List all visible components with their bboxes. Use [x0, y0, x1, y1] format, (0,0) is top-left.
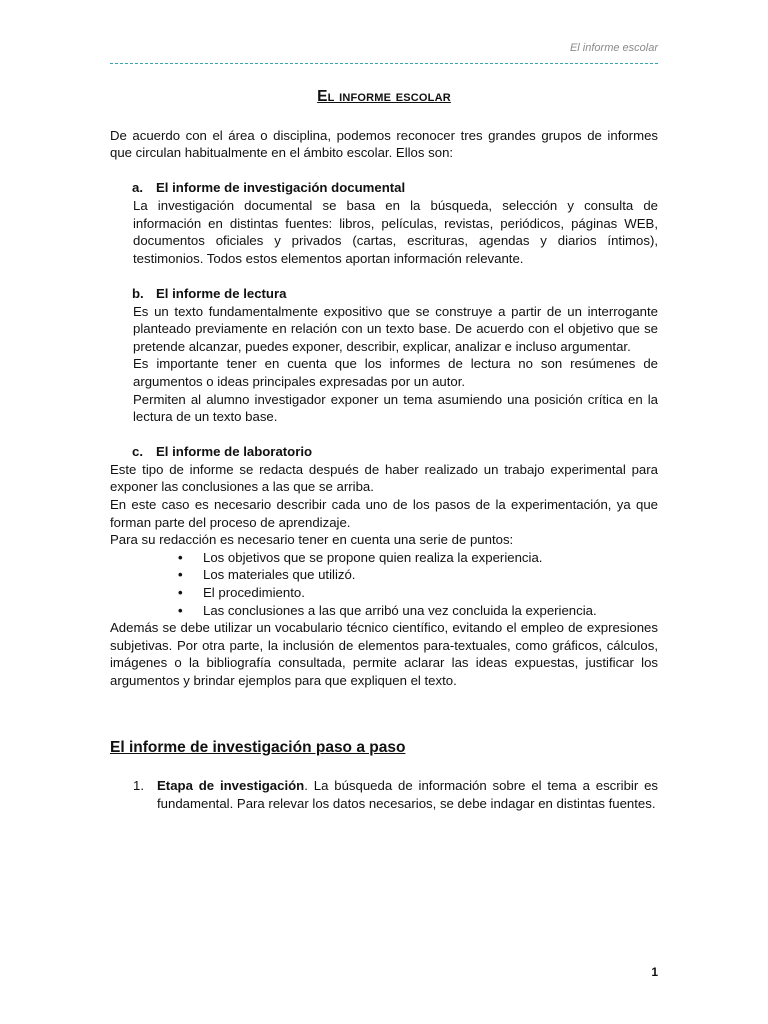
section-marker: a.	[132, 180, 143, 196]
document-body	[110, 88, 658, 812]
document-title: El informe escolar	[317, 88, 451, 105]
step-label: Etapa de investigación	[157, 778, 305, 794]
list-item-text: El procedimiento.	[203, 585, 305, 601]
step-item	[110, 777, 658, 812]
list-item	[178, 584, 658, 602]
section-subtitle: El informe de investigación paso a paso	[110, 738, 406, 756]
section-investigacion-documental	[110, 179, 658, 267]
list-item-text: Las conclusiones a las que arribó una vez concluida la experiencia.	[203, 602, 597, 618]
step-body	[157, 777, 658, 812]
section-paragraph: Es un texto fundamentalmente expositivo que se construye a partir de un interrogante planteado previamente en relación con un texto base. De acuerdo con el objetivo que se pretende alcanzar, puedes exponer, describir, explicar, analizar e incluso argumentar.	[133, 303, 658, 354]
step-number: 1.	[133, 778, 144, 794]
section-closing-paragraph: Además se debe utilizar un vocabulario técnico científico, evitando el empleo de expresiones subjetivas. Por otra parte, la inclusión de elementos para-textuales, como gráficos, cálculos, imágenes o la bibliografía consultada, permite aclarar las ideas expuestas, justificar los argumentos y brindar ejemplos para que expliquen el texto.	[110, 620, 658, 688]
bullet-icon: •	[178, 602, 183, 618]
header-divider	[110, 63, 658, 64]
section-heading-text: El informe de laboratorio	[156, 444, 313, 460]
list-item	[178, 602, 658, 620]
section-marker: c.	[132, 444, 143, 460]
section-informe-laboratorio	[110, 443, 658, 461]
bullet-icon: •	[178, 585, 183, 601]
list-item-text: Los materiales que utilizó.	[203, 567, 356, 583]
bullet-icon: •	[178, 567, 183, 583]
section-heading-text: El informe de lectura	[156, 285, 287, 301]
section-paragraph: Para su redacción es necesario tener en cuenta una serie de puntos:	[110, 532, 514, 548]
page-number: 1	[651, 965, 658, 979]
bullet-list	[110, 549, 658, 619]
section-heading-text: El informe de investigación documental	[156, 180, 406, 196]
running-header: El informe escolar	[569, 42, 658, 54]
bullet-icon: •	[178, 549, 183, 565]
section-paragraph: La investigación documental se basa en la búsqueda, selección y consulta de información en distintas fuentes: libros, películas, revistas, periódicos, páginas WEB, documentos oficiales y privados (cartas, escrituras, agendas y diarios íntimos), testimonios. Todos estos elementos aportan información relevante.	[133, 197, 658, 266]
section-heading	[133, 179, 658, 197]
section-paragraph: Este tipo de informe se redacta después de haber realizado un trabajo experimental para exponer las conclusiones a las que se arriba.	[110, 461, 658, 495]
section-marker: b.	[132, 285, 144, 301]
intro-paragraph: De acuerdo con el área o disciplina, podemos reconocer tres grandes grupos de informes que circulan habitualmente en el ámbito escolar. Ellos son:	[110, 127, 658, 161]
section-heading	[133, 285, 658, 303]
section-paragraph: En este caso es necesario describir cada uno de los pasos de la experimentación, ya que forman parte del proceso de aprendizaje.	[110, 497, 658, 530]
list-item	[178, 549, 658, 567]
section-paragraph: Permiten al alumno investigador exponer un tema asumiendo una posición crítica en la lectura de un texto base.	[133, 391, 658, 425]
list-item-text: Los objetivos que se propone quien realiza la experiencia.	[203, 549, 543, 565]
list-item	[178, 566, 658, 584]
section-heading	[133, 443, 658, 461]
step-text: . La búsqueda de información sobre el tema a escribir es fundamental. Para relevar los datos necesarios, se debe indagar en distintas fuentes.	[157, 778, 658, 811]
section-paragraph: Es importante tener en cuenta que los informes de lectura no son resúmenes de argumentos o ideas principales expresadas por un autor.	[133, 356, 658, 389]
section-informe-lectura	[110, 285, 658, 426]
